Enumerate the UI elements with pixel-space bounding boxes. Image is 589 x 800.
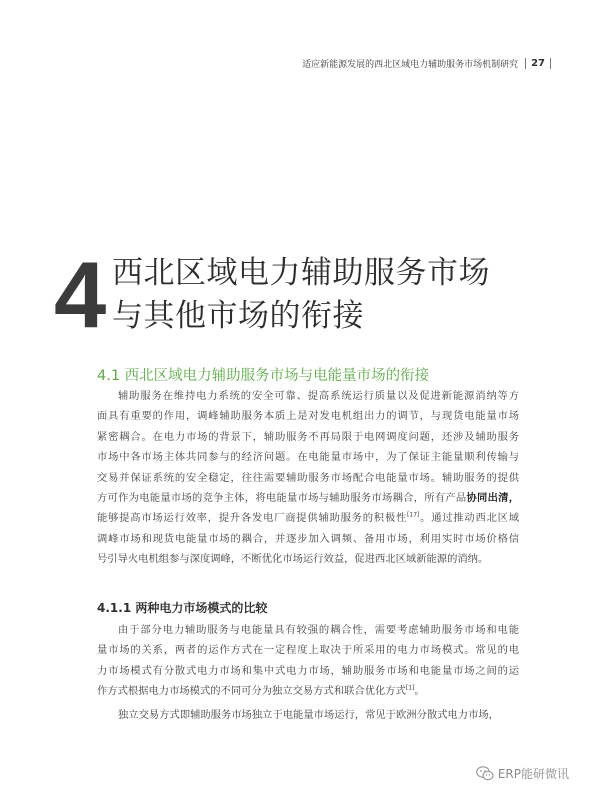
para1-line7 xyxy=(97,508,519,528)
watermark-text: ERP能研微讯 xyxy=(497,767,569,781)
chapter-title-line2: 与其他市场的衔接 xyxy=(112,298,364,334)
header-divider xyxy=(525,58,526,69)
chapter-number: 4 xyxy=(54,242,105,347)
para1-line8: 调峰市场和现货电能量市场的耦合，并逐步加入调频、备用市场，利用实时市场价格信 xyxy=(97,532,519,545)
para2-line4 xyxy=(97,681,519,701)
page-number: 27 xyxy=(531,58,545,69)
watermark xyxy=(476,765,569,782)
wechat-icon xyxy=(476,766,494,781)
section-title: 4.1 西北区域电力辅助服务市场与电能量市场的衔接 xyxy=(97,368,430,384)
para1-line9: 号引导火电机组参与深度调峰，不断优化市场运行效益，促进西北区域新能源的消纳。 xyxy=(97,553,489,566)
para1-line6-text: 方可作为电能量市场的竞争主体，将电能量市场与辅助服务市场耦合，所有产品 xyxy=(97,492,467,505)
para2-line2: 量市场的关系，两者的运作方式在一定程度上取决于所采用的电力市场模式。常见的电 xyxy=(97,644,519,657)
running-title: 适应新能源发展的西北区域电力辅助服务市场机制研究 xyxy=(302,60,519,70)
subsection-title: 4.1.1 两种电力市场模式的比较 xyxy=(97,601,268,615)
para2-line4-text: 作方式根据电力市场模式的不同可分为独立交易方式和联合优化方式 xyxy=(97,685,406,698)
paragraph-3 xyxy=(97,705,519,725)
para2-line4-tail: 。 xyxy=(414,685,425,698)
para1-line4: 市场中各市场主体共同参与的经济问题。在电能量市场中，为了保证主能量顺利传输与 xyxy=(97,451,519,464)
running-header xyxy=(302,57,551,70)
para2-line3: 力市场模式有分散式电力市场和集中式电力市场，辅助服务市场和电能量市场之间的运 xyxy=(97,664,519,677)
paragraph-1 xyxy=(97,386,519,570)
para2-line1: 由于部分电力辅助服务与电能量具有较强的耦合性，需要考虑辅助服务市场和电能 xyxy=(118,624,519,636)
paragraph-2 xyxy=(97,620,519,702)
chapter-title-line1: 西北区域电力辅助服务市场 xyxy=(112,255,490,291)
para1-line6 xyxy=(97,488,519,508)
para1-line1: 辅助服务在维持电力系统的安全可靠、提高系统运行质量以及促进新能源消纳等方 xyxy=(118,390,519,402)
header-divider-end xyxy=(550,58,551,69)
citation-17: [17] xyxy=(407,512,420,520)
para3-line1: 独立交易方式即辅助服务市场独立于电能量市场运行，常见于欧洲分散式电力市场， xyxy=(118,709,499,721)
para1-line7-text: 能够提高市场运行效率，提升各发电厂商提供辅助服务的积极性 xyxy=(97,512,408,525)
para1-bold-phrase: 协同出清， xyxy=(466,492,520,505)
para1-line2: 面具有重要的作用，调峰辅助服务本质上是对发电机组出力的调节，与现货电能量市场 xyxy=(97,410,519,423)
para1-line7-tail: 。通过推动西北区域 xyxy=(419,512,520,525)
citation-1: [1] xyxy=(405,684,415,692)
chapter-title xyxy=(112,252,552,338)
para1-line3: 紧密耦合。在电力市场的背景下，辅助服务不再局限于电网调度问题，还涉及辅助服务 xyxy=(97,430,519,443)
para1-line5: 交易并保证系统的安全稳定，往往需要辅助服务市场配合电能量市场。辅助服务的提供 xyxy=(97,471,519,484)
